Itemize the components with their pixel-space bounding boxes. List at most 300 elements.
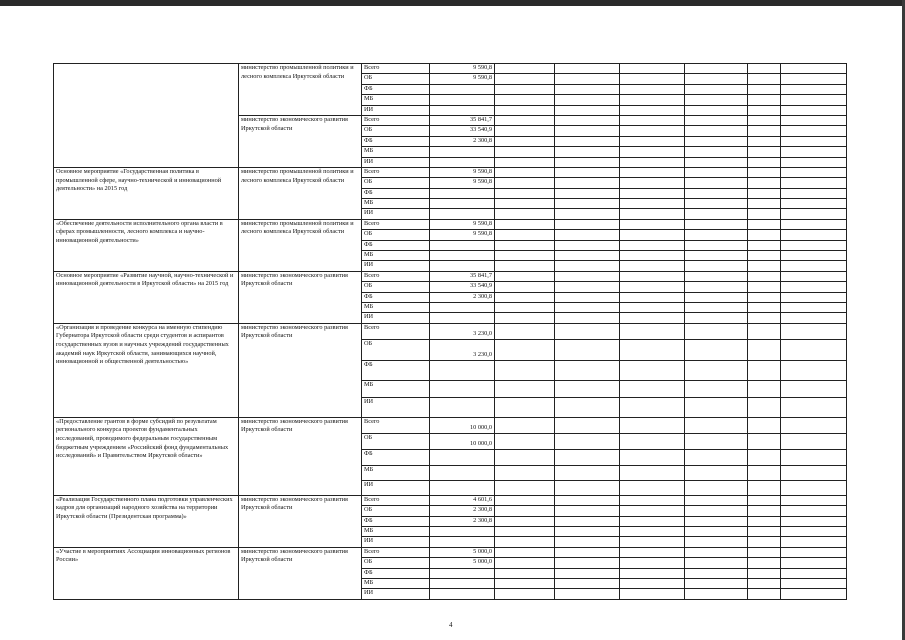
- executor-cell: министерство промышленной политики и лесного комплекса Иркутской области: [239, 167, 362, 219]
- empty-cell: [495, 126, 555, 136]
- empty-cell: [620, 433, 685, 449]
- page-number: 4: [449, 621, 453, 629]
- empty-cell: [495, 105, 555, 115]
- empty-cell: [748, 495, 781, 505]
- empty-cell: [748, 516, 781, 526]
- empty-cell: [620, 302, 685, 312]
- empty-cell: [620, 417, 685, 433]
- empty-cell: [685, 516, 748, 526]
- empty-cell: [495, 558, 555, 568]
- funding-source-cell: МБ: [362, 147, 430, 157]
- empty-cell: [685, 230, 748, 240]
- funding-source-cell: ФБ: [362, 188, 430, 198]
- empty-cell: [685, 157, 748, 167]
- empty-cell: [748, 271, 781, 281]
- funding-source-cell: ФБ: [362, 84, 430, 94]
- funding-source-cell: ФБ: [362, 516, 430, 526]
- empty-cell: [495, 157, 555, 167]
- empty-cell: [685, 360, 748, 380]
- empty-cell: [495, 339, 555, 360]
- funding-source-cell: МБ: [362, 95, 430, 105]
- amount-cell: 9 590,8: [430, 230, 495, 240]
- empty-cell: [781, 449, 847, 465]
- empty-cell: [748, 589, 781, 599]
- table-row: [54, 271, 847, 281]
- measure-name-cell: «Предоставление грантов в форме субсидий по результатам регионального конкурса проектов фундаментальных исследований, проводимого федеральным государственным бюджетным учреждением «Российский фонд фундаментальных исследований» и Правительством Иркутской области»: [54, 417, 239, 495]
- empty-cell: [555, 339, 620, 360]
- empty-cell: [555, 360, 620, 380]
- empty-cell: [620, 240, 685, 250]
- empty-cell: [685, 449, 748, 465]
- empty-cell: [685, 167, 748, 177]
- funding-source-cell: ИИ: [362, 480, 430, 495]
- empty-cell: [555, 147, 620, 157]
- empty-cell: [620, 506, 685, 516]
- empty-cell: [555, 240, 620, 250]
- empty-cell: [781, 282, 847, 292]
- empty-cell: [620, 251, 685, 261]
- empty-cell: [685, 433, 748, 449]
- amount-cell: 33 540,9: [430, 126, 495, 136]
- empty-cell: [781, 115, 847, 125]
- amount-cell: [430, 397, 495, 417]
- empty-cell: [685, 417, 748, 433]
- empty-cell: [620, 271, 685, 281]
- empty-cell: [685, 115, 748, 125]
- amount-cell: [430, 157, 495, 167]
- measure-name-cell: Основное мероприятие «Развитие научной, научно-технической и инновационной деятельности в Иркутской области» на 2015 год: [54, 271, 239, 323]
- empty-cell: [555, 209, 620, 219]
- empty-cell: [555, 178, 620, 188]
- funding-source-cell: ОБ: [362, 178, 430, 188]
- empty-cell: [620, 516, 685, 526]
- amount-cell: [430, 95, 495, 105]
- empty-cell: [781, 589, 847, 599]
- empty-cell: [495, 433, 555, 449]
- empty-cell: [685, 495, 748, 505]
- empty-cell: [748, 115, 781, 125]
- empty-cell: [781, 74, 847, 84]
- amount-cell: [430, 147, 495, 157]
- amount-cell: [430, 526, 495, 536]
- funding-source-cell: ОБ: [362, 230, 430, 240]
- empty-cell: [620, 95, 685, 105]
- measure-name-cell: «Организация и проведение конкурса на именную стипендию Губернатора Иркутской области среди студентов и аспирантов государственных вузов и научных учреждений государственных академий наук Иркутской области, занимающихся научной, инновационной и общественной деятельностью»: [54, 323, 239, 417]
- empty-cell: [495, 136, 555, 146]
- empty-cell: [555, 465, 620, 480]
- funding-source-cell: ИИ: [362, 397, 430, 417]
- funding-source-cell: ИИ: [362, 157, 430, 167]
- empty-cell: [495, 526, 555, 536]
- executor-cell: министерство экономического развития Иркутской области: [239, 417, 362, 495]
- empty-cell: [781, 323, 847, 339]
- empty-cell: [748, 261, 781, 271]
- funding-source-cell: Всего: [362, 64, 430, 74]
- empty-cell: [555, 578, 620, 588]
- empty-cell: [555, 188, 620, 198]
- funding-source-cell: ОБ: [362, 433, 430, 449]
- empty-cell: [748, 167, 781, 177]
- funding-source-cell: ОБ: [362, 339, 430, 360]
- empty-cell: [495, 240, 555, 250]
- empty-cell: [495, 95, 555, 105]
- amount-cell: 2 300,8: [430, 292, 495, 302]
- empty-cell: [555, 115, 620, 125]
- empty-cell: [495, 209, 555, 219]
- empty-cell: [620, 323, 685, 339]
- amount-cell: 5 000,0: [430, 547, 495, 557]
- empty-cell: [781, 558, 847, 568]
- funding-source-cell: ФБ: [362, 136, 430, 146]
- empty-cell: [748, 339, 781, 360]
- empty-cell: [495, 147, 555, 157]
- empty-cell: [620, 84, 685, 94]
- amount-cell: 10 000,0: [430, 433, 495, 449]
- empty-cell: [685, 64, 748, 74]
- empty-cell: [748, 380, 781, 397]
- empty-cell: [620, 64, 685, 74]
- empty-cell: [748, 178, 781, 188]
- amount-cell: 9 590,8: [430, 167, 495, 177]
- empty-cell: [620, 292, 685, 302]
- empty-cell: [685, 74, 748, 84]
- empty-cell: [685, 506, 748, 516]
- funding-source-cell: ОБ: [362, 282, 430, 292]
- amount-cell: [430, 240, 495, 250]
- empty-cell: [495, 323, 555, 339]
- empty-cell: [555, 526, 620, 536]
- empty-cell: [555, 480, 620, 495]
- empty-cell: [748, 537, 781, 547]
- empty-cell: [555, 282, 620, 292]
- empty-cell: [620, 526, 685, 536]
- empty-cell: [781, 136, 847, 146]
- empty-cell: [555, 261, 620, 271]
- empty-cell: [620, 547, 685, 557]
- empty-cell: [685, 282, 748, 292]
- empty-cell: [748, 480, 781, 495]
- empty-cell: [781, 240, 847, 250]
- empty-cell: [748, 558, 781, 568]
- empty-cell: [781, 209, 847, 219]
- empty-cell: [620, 188, 685, 198]
- empty-cell: [781, 302, 847, 312]
- empty-cell: [685, 199, 748, 209]
- empty-cell: [620, 209, 685, 219]
- funding-source-cell: ФБ: [362, 292, 430, 302]
- empty-cell: [495, 261, 555, 271]
- empty-cell: [620, 199, 685, 209]
- empty-cell: [685, 589, 748, 599]
- empty-cell: [748, 219, 781, 229]
- empty-cell: [555, 157, 620, 167]
- table-row: [54, 547, 847, 557]
- empty-cell: [555, 433, 620, 449]
- empty-cell: [685, 240, 748, 250]
- funding-source-cell: МБ: [362, 199, 430, 209]
- empty-cell: [781, 251, 847, 261]
- empty-cell: [781, 465, 847, 480]
- budget-table: [53, 63, 847, 600]
- amount-cell: [430, 537, 495, 547]
- empty-cell: [748, 199, 781, 209]
- empty-cell: [781, 178, 847, 188]
- empty-cell: [620, 558, 685, 568]
- empty-cell: [555, 323, 620, 339]
- funding-source-cell: Всего: [362, 495, 430, 505]
- empty-cell: [620, 380, 685, 397]
- empty-cell: [748, 360, 781, 380]
- executor-cell: министерство промышленной политики и лесного комплекса Иркутской области: [239, 64, 362, 116]
- funding-source-cell: ФБ: [362, 449, 430, 465]
- funding-source-cell: МБ: [362, 302, 430, 312]
- empty-cell: [495, 64, 555, 74]
- empty-cell: [748, 465, 781, 480]
- empty-cell: [495, 188, 555, 198]
- funding-source-cell: МБ: [362, 251, 430, 261]
- empty-cell: [495, 589, 555, 599]
- empty-cell: [555, 302, 620, 312]
- empty-cell: [748, 74, 781, 84]
- empty-cell: [781, 126, 847, 136]
- empty-cell: [781, 261, 847, 271]
- amount-cell: 2 300,8: [430, 506, 495, 516]
- empty-cell: [781, 480, 847, 495]
- empty-cell: [781, 95, 847, 105]
- empty-cell: [555, 95, 620, 105]
- empty-cell: [620, 537, 685, 547]
- empty-cell: [495, 178, 555, 188]
- funding-source-cell: Всего: [362, 167, 430, 177]
- empty-cell: [495, 282, 555, 292]
- empty-cell: [781, 219, 847, 229]
- empty-cell: [495, 568, 555, 578]
- empty-cell: [620, 261, 685, 271]
- empty-cell: [781, 417, 847, 433]
- empty-cell: [748, 105, 781, 115]
- empty-cell: [748, 292, 781, 302]
- empty-cell: [620, 147, 685, 157]
- funding-source-cell: Всего: [362, 271, 430, 281]
- amount-cell: [430, 251, 495, 261]
- empty-cell: [685, 480, 748, 495]
- empty-cell: [620, 495, 685, 505]
- amount-cell: [430, 568, 495, 578]
- empty-cell: [685, 209, 748, 219]
- empty-cell: [555, 547, 620, 557]
- empty-cell: [781, 271, 847, 281]
- empty-cell: [748, 397, 781, 417]
- empty-cell: [620, 126, 685, 136]
- empty-cell: [685, 578, 748, 588]
- empty-cell: [555, 292, 620, 302]
- amount-cell: [430, 578, 495, 588]
- empty-cell: [555, 495, 620, 505]
- amount-cell: [430, 449, 495, 465]
- empty-cell: [495, 449, 555, 465]
- empty-cell: [620, 339, 685, 360]
- empty-cell: [495, 495, 555, 505]
- empty-cell: [495, 271, 555, 281]
- empty-cell: [781, 167, 847, 177]
- empty-cell: [685, 136, 748, 146]
- empty-cell: [495, 547, 555, 557]
- table-row: [54, 167, 847, 177]
- empty-cell: [685, 105, 748, 115]
- empty-cell: [781, 547, 847, 557]
- executor-cell: министерство экономического развития Иркутской области: [239, 115, 362, 167]
- funding-source-cell: ОБ: [362, 506, 430, 516]
- empty-cell: [555, 516, 620, 526]
- empty-cell: [685, 251, 748, 261]
- empty-cell: [620, 282, 685, 292]
- amount-cell: 9 590,8: [430, 219, 495, 229]
- empty-cell: [748, 126, 781, 136]
- table-row: [54, 219, 847, 229]
- empty-cell: [620, 230, 685, 240]
- empty-cell: [555, 105, 620, 115]
- funding-source-cell: ФБ: [362, 360, 430, 380]
- empty-cell: [781, 433, 847, 449]
- empty-cell: [781, 397, 847, 417]
- amount-cell: 10 000,0: [430, 417, 495, 433]
- empty-cell: [555, 417, 620, 433]
- empty-cell: [555, 199, 620, 209]
- empty-cell: [555, 506, 620, 516]
- amount-cell: [430, 302, 495, 312]
- empty-cell: [620, 74, 685, 84]
- empty-cell: [685, 547, 748, 557]
- empty-cell: [685, 339, 748, 360]
- funding-source-cell: ИИ: [362, 313, 430, 323]
- amount-cell: [430, 199, 495, 209]
- empty-cell: [495, 578, 555, 588]
- amount-cell: [430, 261, 495, 271]
- empty-cell: [495, 219, 555, 229]
- executor-cell: министерство экономического развития Иркутской области: [239, 271, 362, 323]
- empty-cell: [495, 417, 555, 433]
- amount-cell: 9 590,8: [430, 178, 495, 188]
- empty-cell: [748, 526, 781, 536]
- amount-cell: 3 230,0: [430, 339, 495, 360]
- empty-cell: [555, 589, 620, 599]
- amount-cell: [430, 360, 495, 380]
- empty-cell: [495, 251, 555, 261]
- measure-name-cell: [54, 64, 239, 168]
- empty-cell: [685, 397, 748, 417]
- empty-cell: [781, 313, 847, 323]
- empty-cell: [685, 568, 748, 578]
- amount-cell: 2 300,8: [430, 136, 495, 146]
- empty-cell: [620, 480, 685, 495]
- empty-cell: [555, 380, 620, 397]
- empty-cell: [555, 537, 620, 547]
- empty-cell: [685, 380, 748, 397]
- empty-cell: [748, 547, 781, 557]
- empty-cell: [781, 292, 847, 302]
- empty-cell: [495, 313, 555, 323]
- empty-cell: [555, 126, 620, 136]
- empty-cell: [748, 136, 781, 146]
- amount-cell: [430, 465, 495, 480]
- empty-cell: [620, 568, 685, 578]
- empty-cell: [685, 302, 748, 312]
- amount-cell: [430, 313, 495, 323]
- empty-cell: [781, 64, 847, 74]
- funding-source-cell: Всего: [362, 115, 430, 125]
- empty-cell: [748, 578, 781, 588]
- empty-cell: [555, 251, 620, 261]
- empty-cell: [748, 449, 781, 465]
- empty-cell: [620, 105, 685, 115]
- empty-cell: [495, 84, 555, 94]
- empty-cell: [781, 339, 847, 360]
- empty-cell: [555, 74, 620, 84]
- funding-source-cell: МБ: [362, 380, 430, 397]
- funding-source-cell: МБ: [362, 465, 430, 480]
- empty-cell: [781, 578, 847, 588]
- empty-cell: [555, 219, 620, 229]
- empty-cell: [781, 516, 847, 526]
- amount-cell: 35 841,7: [430, 115, 495, 125]
- empty-cell: [748, 323, 781, 339]
- funding-source-cell: ИИ: [362, 209, 430, 219]
- empty-cell: [620, 360, 685, 380]
- empty-cell: [748, 147, 781, 157]
- empty-cell: [748, 282, 781, 292]
- empty-cell: [555, 84, 620, 94]
- empty-cell: [685, 95, 748, 105]
- amount-cell: 4 601,6: [430, 495, 495, 505]
- empty-cell: [748, 302, 781, 312]
- executor-cell: министерство экономического развития Иркутской области: [239, 495, 362, 547]
- empty-cell: [781, 147, 847, 157]
- empty-cell: [495, 74, 555, 84]
- empty-cell: [495, 230, 555, 240]
- empty-cell: [620, 397, 685, 417]
- empty-cell: [620, 136, 685, 146]
- empty-cell: [781, 360, 847, 380]
- measure-name-cell: «Обеспечение деятельности исполнительного органа власти в сферах промышленности, лесного комплекса и научно-инновационной деятельности»: [54, 219, 239, 271]
- amount-cell: [430, 209, 495, 219]
- empty-cell: [685, 84, 748, 94]
- table-row: [54, 417, 847, 433]
- empty-cell: [685, 126, 748, 136]
- empty-cell: [685, 188, 748, 198]
- executor-cell: министерство экономического развития Иркутской области: [239, 323, 362, 417]
- empty-cell: [685, 178, 748, 188]
- empty-cell: [748, 95, 781, 105]
- empty-cell: [781, 526, 847, 536]
- empty-cell: [685, 292, 748, 302]
- funding-source-cell: ФБ: [362, 568, 430, 578]
- empty-cell: [748, 240, 781, 250]
- amount-cell: [430, 589, 495, 599]
- empty-cell: [748, 251, 781, 261]
- amount-cell: [430, 380, 495, 397]
- empty-cell: [685, 558, 748, 568]
- empty-cell: [495, 397, 555, 417]
- empty-cell: [748, 230, 781, 240]
- empty-cell: [620, 167, 685, 177]
- empty-cell: [685, 147, 748, 157]
- empty-cell: [495, 380, 555, 397]
- amount-cell: [430, 84, 495, 94]
- amount-cell: 5 000,0: [430, 558, 495, 568]
- empty-cell: [781, 568, 847, 578]
- funding-source-cell: ОБ: [362, 74, 430, 84]
- empty-cell: [620, 589, 685, 599]
